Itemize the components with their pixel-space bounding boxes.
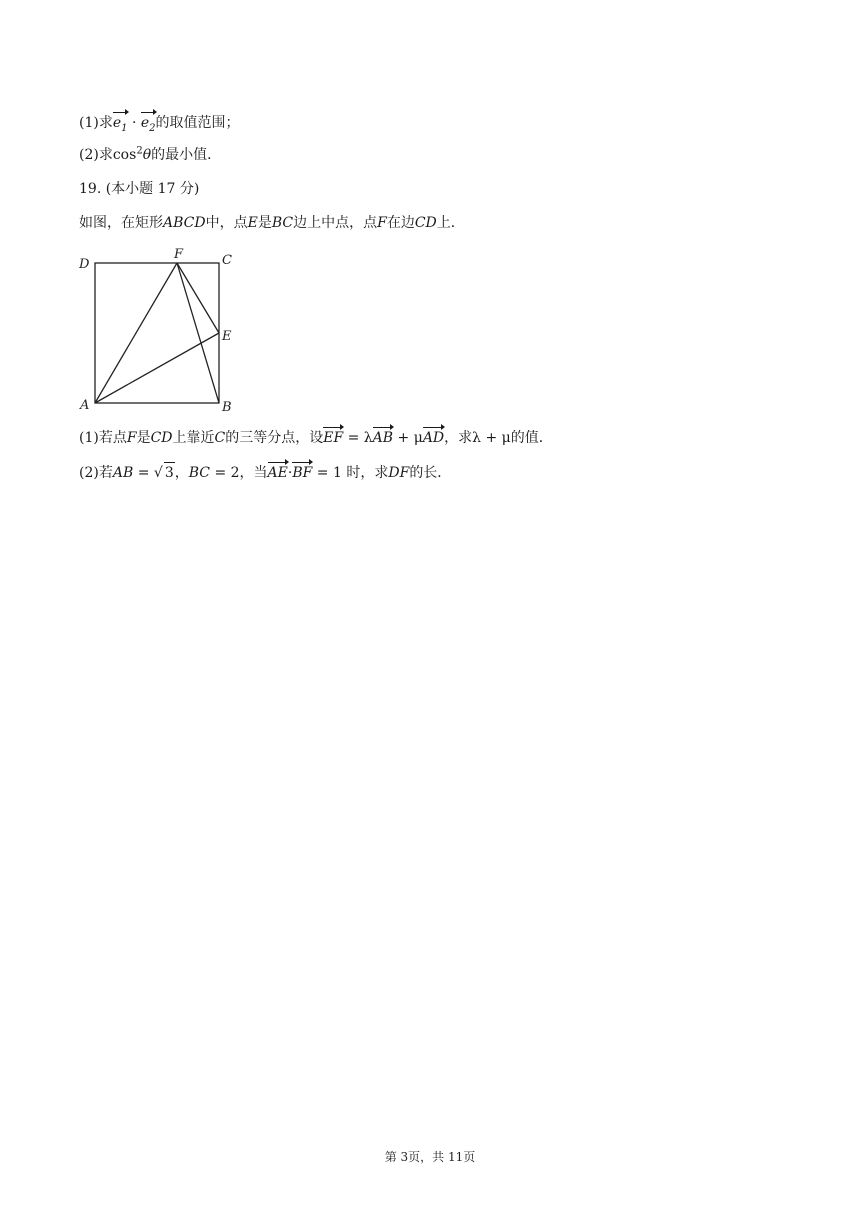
segment-ae (95, 333, 219, 403)
label-d: D (79, 257, 90, 272)
q19-header: 19. (本小题 17 分) (79, 181, 200, 197)
vector-ae: AE (268, 461, 288, 483)
q19-part2: (2)若AB = √ 3，BC = 2，当AE·BF = 1 时，求DF的长． (79, 461, 451, 483)
segment-fb (177, 263, 219, 403)
label-e: E (222, 329, 232, 344)
segment-fe (177, 263, 219, 333)
vector-e1: $e_1$ (113, 111, 128, 133)
page-footer: 第 3页，共 11页 (384, 1150, 476, 1164)
vector-ab: AB (373, 426, 393, 448)
segment-af (95, 263, 177, 403)
sqrt-3: 3 (164, 462, 175, 483)
q19-intro: 如图，在矩形ABCD中，点E是BC边上中点，点F在边CD上． (79, 215, 465, 231)
q19-part1: (1)若点F是CD上靠近C的三等分点，设EF = λAB + μAD，求λ + μ的值． (79, 426, 553, 448)
label-b: B (222, 400, 232, 415)
q18-part1: (1)求$e_1 \cdot e_2$的取值范围； (79, 111, 240, 133)
vector-ef: EF (323, 426, 343, 448)
label-f: F (174, 247, 184, 262)
vector-bf: BF (292, 461, 312, 483)
vector-ad: AD (423, 426, 444, 448)
q18-part2: (2)求$\cos^2\theta$的最小值． (79, 145, 222, 163)
rectangle-abcd (95, 263, 219, 403)
rectangle-figure (76, 244, 240, 416)
label-c: C (222, 253, 232, 268)
label-a: A (80, 398, 90, 413)
vector-e2: $e_2$ (141, 111, 156, 133)
